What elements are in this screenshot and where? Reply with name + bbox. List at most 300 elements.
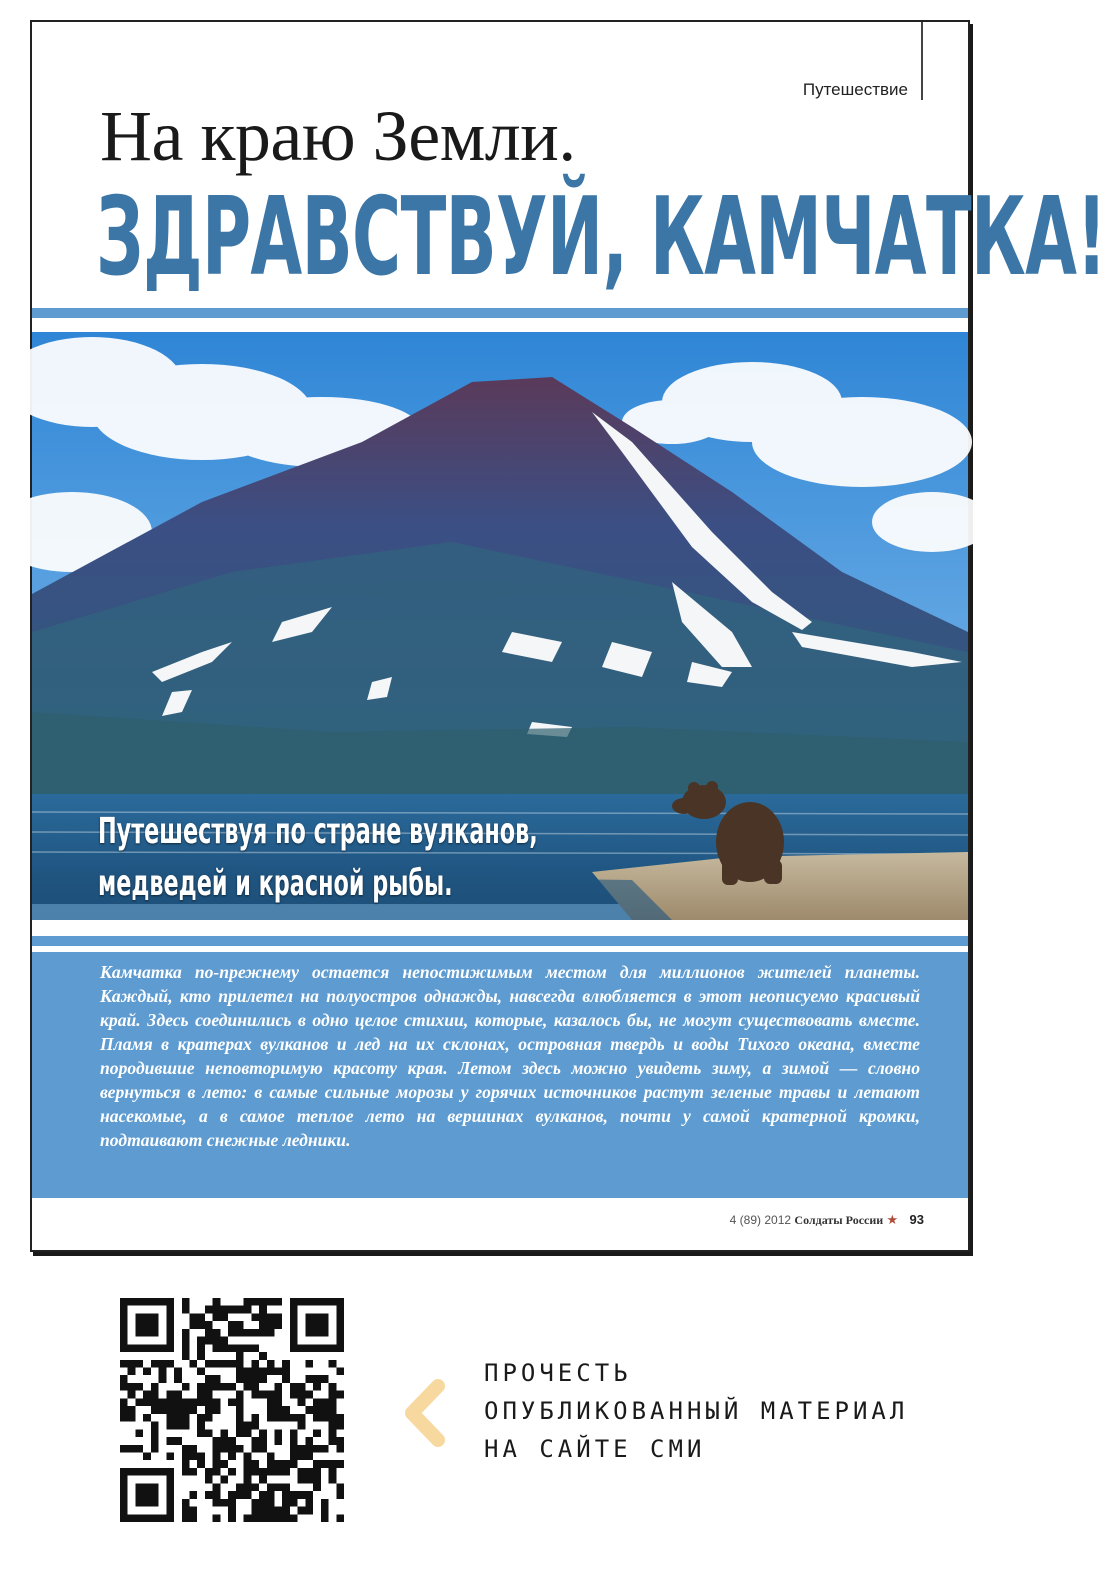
headline-secondary: ЗДРАВСТВУЙ, КАМЧАТКА! [96, 175, 1106, 300]
footer-magazine: Солдаты России [794, 1213, 884, 1227]
divider-band-middle [32, 936, 968, 946]
qr-module [274, 1391, 282, 1399]
qr-module [236, 1406, 244, 1414]
qr-module [336, 1483, 344, 1491]
qr-module [329, 1437, 337, 1445]
qr-module [213, 1491, 221, 1499]
qr-module [336, 1391, 344, 1399]
qr-module [259, 1375, 267, 1383]
qr-module [313, 1375, 321, 1383]
qr-module [321, 1499, 329, 1507]
qr-module [305, 1499, 313, 1507]
qr-module [259, 1491, 267, 1499]
qr-module [251, 1368, 259, 1376]
qr-module [298, 1398, 306, 1406]
qr-module [290, 1437, 298, 1445]
qr-module [182, 1383, 190, 1391]
qr-module [251, 1391, 259, 1399]
qr-module [313, 1383, 321, 1391]
qr-module [220, 1499, 228, 1507]
qr-module [267, 1414, 275, 1422]
qr-module [213, 1452, 221, 1460]
qr-module [321, 1445, 329, 1453]
qr-module [213, 1375, 221, 1383]
qr-module [182, 1507, 190, 1515]
qr-module [220, 1445, 228, 1453]
qr-module [290, 1514, 298, 1522]
qr-module [182, 1452, 190, 1460]
qr-module [267, 1483, 275, 1491]
qr-module [329, 1460, 337, 1468]
qr-module [228, 1383, 236, 1391]
qr-module [313, 1468, 321, 1476]
qr-module [213, 1460, 221, 1468]
qr-module [305, 1375, 313, 1383]
qr-module [321, 1414, 329, 1422]
qr-module [290, 1452, 298, 1460]
qr-module [151, 1360, 159, 1368]
qr-module [166, 1406, 174, 1414]
qr-module [120, 1383, 128, 1391]
qr-module [298, 1383, 306, 1391]
qr-module [120, 1360, 128, 1368]
qr-module [182, 1445, 190, 1453]
page-footer [730, 1212, 924, 1228]
qr-module [205, 1329, 213, 1337]
qr-module [298, 1414, 306, 1422]
qr-module [143, 1368, 151, 1376]
qr-module [236, 1329, 244, 1337]
qr-module [259, 1391, 267, 1399]
qr-module [135, 1360, 143, 1368]
qr-module [298, 1445, 306, 1453]
qr-module [182, 1344, 190, 1352]
qr-module [313, 1429, 321, 1437]
qr-module [313, 1460, 321, 1468]
qr-module [182, 1468, 190, 1476]
qr-module [305, 1452, 313, 1460]
qr-module [236, 1360, 244, 1368]
qr-module [213, 1360, 221, 1368]
qr-module [166, 1437, 174, 1445]
qr-module [166, 1398, 174, 1406]
qr-module [190, 1406, 198, 1414]
qr-module [305, 1476, 313, 1484]
qr-module [135, 1429, 143, 1437]
qr-module [205, 1468, 213, 1476]
qr-module [244, 1468, 252, 1476]
qr-module [236, 1491, 244, 1499]
qr-module [244, 1368, 252, 1376]
qr-module [244, 1429, 252, 1437]
qr-module [329, 1422, 337, 1430]
qr-module [128, 1383, 136, 1391]
magazine-page [30, 20, 1106, 1252]
qr-module [313, 1445, 321, 1453]
qr-module [259, 1429, 267, 1437]
qr-module [298, 1452, 306, 1460]
qr-module [321, 1398, 329, 1406]
qr-module [274, 1483, 282, 1491]
qr-module [128, 1406, 136, 1414]
qr-module [190, 1321, 198, 1329]
qr-module [336, 1422, 344, 1430]
qr-module [313, 1476, 321, 1484]
qr-module [205, 1491, 213, 1499]
qr-module [197, 1321, 205, 1329]
qr-module [298, 1507, 306, 1515]
qr-module [174, 1422, 182, 1430]
qr-module [305, 1445, 313, 1453]
qr-module [329, 1429, 337, 1437]
qr-module [290, 1460, 298, 1468]
qr-module [282, 1468, 290, 1476]
qr-module [182, 1422, 190, 1430]
qr-module [182, 1460, 190, 1468]
qr-module [135, 1383, 143, 1391]
qr-module [135, 1313, 158, 1336]
qr-module [290, 1499, 298, 1507]
qr-module [228, 1452, 236, 1460]
qr-module [236, 1321, 244, 1329]
qr-module [205, 1321, 213, 1329]
qr-module [321, 1507, 329, 1515]
qr-module [151, 1383, 159, 1391]
qr-module [313, 1398, 321, 1406]
qr-module [213, 1483, 221, 1491]
caption-line-1: Путешествуя по стране вулканов, [98, 811, 538, 852]
footer-issue: 4 (89) 2012 [729, 1213, 792, 1227]
qr-module [259, 1352, 267, 1360]
qr-module [205, 1406, 213, 1414]
qr-module [274, 1468, 282, 1476]
qr-module [220, 1337, 228, 1345]
qr-module [197, 1422, 205, 1430]
qr-module [151, 1437, 159, 1445]
qr-module [220, 1476, 228, 1484]
qr-module [205, 1306, 213, 1314]
qr-module [274, 1437, 282, 1445]
qr-module [313, 1414, 321, 1422]
qr-module [321, 1375, 329, 1383]
qr-module [151, 1398, 159, 1406]
qr-module [236, 1398, 244, 1406]
qr-module [251, 1298, 259, 1306]
qr-module [251, 1514, 259, 1522]
qr-module [244, 1460, 252, 1468]
qr-module [182, 1414, 190, 1422]
qr-module [213, 1398, 221, 1406]
qr-module [213, 1329, 221, 1337]
qr-module [197, 1313, 205, 1321]
qr-module [213, 1383, 221, 1391]
qr-module [213, 1499, 221, 1507]
qr-module [190, 1452, 198, 1460]
qr-module [197, 1398, 205, 1406]
qr-module [274, 1429, 282, 1437]
qr-module [236, 1483, 244, 1491]
divider-band-top [32, 308, 968, 318]
qr-code[interactable] [120, 1298, 344, 1522]
qr-module [174, 1375, 182, 1383]
qr-module [251, 1499, 259, 1507]
qr-module [197, 1452, 205, 1460]
qr-module [244, 1329, 252, 1337]
qr-module [244, 1491, 252, 1499]
qr-module [290, 1445, 298, 1453]
qr-module [151, 1445, 159, 1453]
qr-module [305, 1468, 313, 1476]
qr-module [228, 1514, 236, 1522]
qr-module [274, 1321, 282, 1329]
qr-module [205, 1429, 213, 1437]
qr-module [143, 1398, 151, 1406]
qr-module [159, 1406, 167, 1414]
photo-caption [98, 806, 538, 910]
qr-module [236, 1344, 244, 1352]
promo-link[interactable] [484, 1354, 908, 1468]
qr-module [244, 1452, 252, 1460]
qr-module [128, 1360, 136, 1368]
qr-module [267, 1368, 275, 1376]
qr-module [251, 1507, 259, 1515]
qr-module [298, 1491, 306, 1499]
corner-rule [921, 22, 923, 100]
qr-module [220, 1460, 228, 1468]
qr-module [259, 1329, 267, 1337]
qr-module [182, 1514, 190, 1522]
qr-module [236, 1352, 244, 1360]
qr-module [282, 1491, 290, 1499]
qr-module [259, 1476, 267, 1484]
qr-module [228, 1329, 236, 1337]
qr-module [135, 1483, 158, 1506]
qr-module [190, 1445, 198, 1453]
qr-module [213, 1313, 221, 1321]
qr-module [143, 1414, 151, 1422]
qr-module [329, 1414, 337, 1422]
qr-module [159, 1368, 167, 1376]
qr-module [128, 1391, 136, 1399]
qr-module [213, 1337, 221, 1345]
qr-module [251, 1483, 259, 1491]
caption-line-2: медведей и красной рыбы. [98, 863, 453, 904]
qr-module [259, 1468, 267, 1476]
qr-module [267, 1460, 275, 1468]
qr-module [228, 1306, 236, 1314]
qr-module [267, 1329, 275, 1337]
lede-paragraph: Камчатка по-прежнему остается непостижимым местом для миллионов жителей планеты. Каждый, кто прилетел на полуостров однажды, навсегда влюбляется в этот неописуемо красивый край. Здесь соединились в одно целое стихии, которые, казалось бы, не могут существовать вместе. Пламя в кратерах вулканов и лед на их склонах, островная твердь и воды Тихого океана, вместе породившие неповторимую красоту края. Летом здесь можно увидеть зиму, а зимой — словно вернуться в лето: в самые сильные морозы у горячих источников растут зеленые травы и летают насекомые, а в самое теплое лето на вершинах вулканов, почти у самой кратерной кромки, подтаивают снежные ледники. [100, 962, 920, 1150]
qr-module [120, 1375, 128, 1383]
qr-module [174, 1398, 182, 1406]
qr-module [197, 1414, 205, 1422]
qr-module [190, 1313, 198, 1321]
qr-module [274, 1514, 282, 1522]
qr-module [190, 1491, 198, 1499]
qr-module [282, 1514, 290, 1522]
qr-module [143, 1391, 151, 1399]
qr-module [274, 1414, 282, 1422]
qr-module [213, 1514, 221, 1522]
qr-module [205, 1398, 213, 1406]
qr-module [166, 1391, 174, 1399]
qr-module [244, 1476, 252, 1484]
qr-module [151, 1422, 159, 1430]
qr-module [213, 1306, 221, 1314]
qr-module [128, 1414, 136, 1422]
qr-module [190, 1468, 198, 1476]
qr-module [259, 1321, 267, 1329]
qr-module [251, 1445, 259, 1453]
qr-module [205, 1476, 213, 1484]
qr-module [305, 1437, 313, 1445]
qr-module [220, 1344, 228, 1352]
qr-module [336, 1414, 344, 1422]
qr-module [236, 1414, 244, 1422]
qr-module [128, 1368, 136, 1376]
qr-module [220, 1360, 228, 1368]
qr-module [274, 1406, 282, 1414]
qr-module [267, 1321, 275, 1329]
qr-module [174, 1437, 182, 1445]
qr-module [151, 1429, 159, 1437]
qr-module [213, 1406, 221, 1414]
qr-module [236, 1422, 244, 1430]
qr-module [267, 1360, 275, 1368]
chevron-left-icon [404, 1382, 452, 1444]
promo-line-1: ПРОЧЕСТЬ [484, 1359, 632, 1387]
qr-module [267, 1298, 275, 1306]
qr-module [236, 1445, 244, 1453]
qr-module [197, 1460, 205, 1468]
qr-module [282, 1483, 290, 1491]
qr-module [159, 1360, 167, 1368]
qr-module [182, 1337, 190, 1345]
qr-module [151, 1406, 159, 1414]
qr-module [213, 1344, 221, 1352]
qr-module [251, 1344, 259, 1352]
qr-module [228, 1398, 236, 1406]
qr-module [274, 1507, 282, 1515]
qr-module [220, 1383, 228, 1391]
qr-module [329, 1476, 337, 1484]
qr-module [197, 1391, 205, 1399]
qr-module [220, 1313, 228, 1321]
qr-module [259, 1306, 267, 1314]
qr-module [251, 1414, 259, 1422]
qr-module [182, 1298, 190, 1306]
qr-module [205, 1360, 213, 1368]
qr-module [220, 1437, 228, 1445]
qr-module [274, 1460, 282, 1468]
qr-module [336, 1460, 344, 1468]
headline-primary: На краю Земли. [100, 96, 576, 176]
qr-module [274, 1313, 282, 1321]
qr-module [251, 1468, 259, 1476]
qr-module [259, 1507, 267, 1515]
qr-module [182, 1352, 190, 1360]
qr-module [267, 1491, 275, 1499]
qr-module [197, 1344, 205, 1352]
qr-module [244, 1344, 252, 1352]
qr-module [329, 1398, 337, 1406]
qr-module [282, 1460, 290, 1468]
qr-module [267, 1391, 275, 1399]
qr-module [305, 1391, 313, 1399]
qr-module [298, 1422, 306, 1430]
qr-module [267, 1313, 275, 1321]
qr-module [336, 1437, 344, 1445]
qr-module [259, 1499, 267, 1507]
qr-module [220, 1306, 228, 1314]
star-icon: ★ [886, 1212, 899, 1227]
qr-module [197, 1383, 205, 1391]
qr-module [336, 1514, 344, 1522]
qr-module [329, 1360, 337, 1368]
qr-module [228, 1499, 236, 1507]
qr-module [329, 1383, 337, 1391]
qr-module [259, 1445, 267, 1453]
qr-module [236, 1375, 244, 1383]
qr-module [166, 1414, 174, 1422]
qr-module [282, 1507, 290, 1515]
qr-module [120, 1414, 128, 1422]
qr-module [166, 1422, 174, 1430]
qr-module [236, 1306, 244, 1314]
qr-module [298, 1476, 306, 1484]
qr-module [220, 1429, 228, 1437]
qr-module [244, 1298, 252, 1306]
qr-module [259, 1298, 267, 1306]
qr-module [174, 1368, 182, 1376]
qr-module [236, 1391, 244, 1399]
qr-module [213, 1468, 221, 1476]
qr-module [190, 1514, 198, 1522]
qr-module [305, 1406, 313, 1414]
qr-module [205, 1337, 213, 1345]
qr-module [159, 1375, 167, 1383]
qr-module [274, 1383, 282, 1391]
qr-module [244, 1375, 252, 1383]
qr-module [205, 1383, 213, 1391]
qr-module [305, 1507, 313, 1515]
qr-module [228, 1445, 236, 1453]
qr-module [274, 1398, 282, 1406]
qr-module [305, 1491, 313, 1499]
qr-module [228, 1344, 236, 1352]
qr-module [174, 1406, 182, 1414]
qr-module [267, 1398, 275, 1406]
qr-module [321, 1460, 329, 1468]
qr-module [244, 1514, 252, 1522]
qr-module [166, 1360, 174, 1368]
qr-module [143, 1452, 151, 1460]
qr-module [182, 1406, 190, 1414]
qr-module [159, 1398, 167, 1406]
qr-module [205, 1375, 213, 1383]
qr-module [290, 1391, 298, 1399]
qr-module [244, 1306, 252, 1314]
qr-module [259, 1514, 267, 1522]
qr-module [135, 1445, 143, 1453]
qr-module [267, 1514, 275, 1522]
qr-module [244, 1422, 252, 1430]
qr-module [329, 1391, 337, 1399]
footer-page-number: 93 [909, 1212, 924, 1227]
qr-module [174, 1391, 182, 1399]
qr-module [251, 1313, 259, 1321]
qr-module [321, 1514, 329, 1522]
